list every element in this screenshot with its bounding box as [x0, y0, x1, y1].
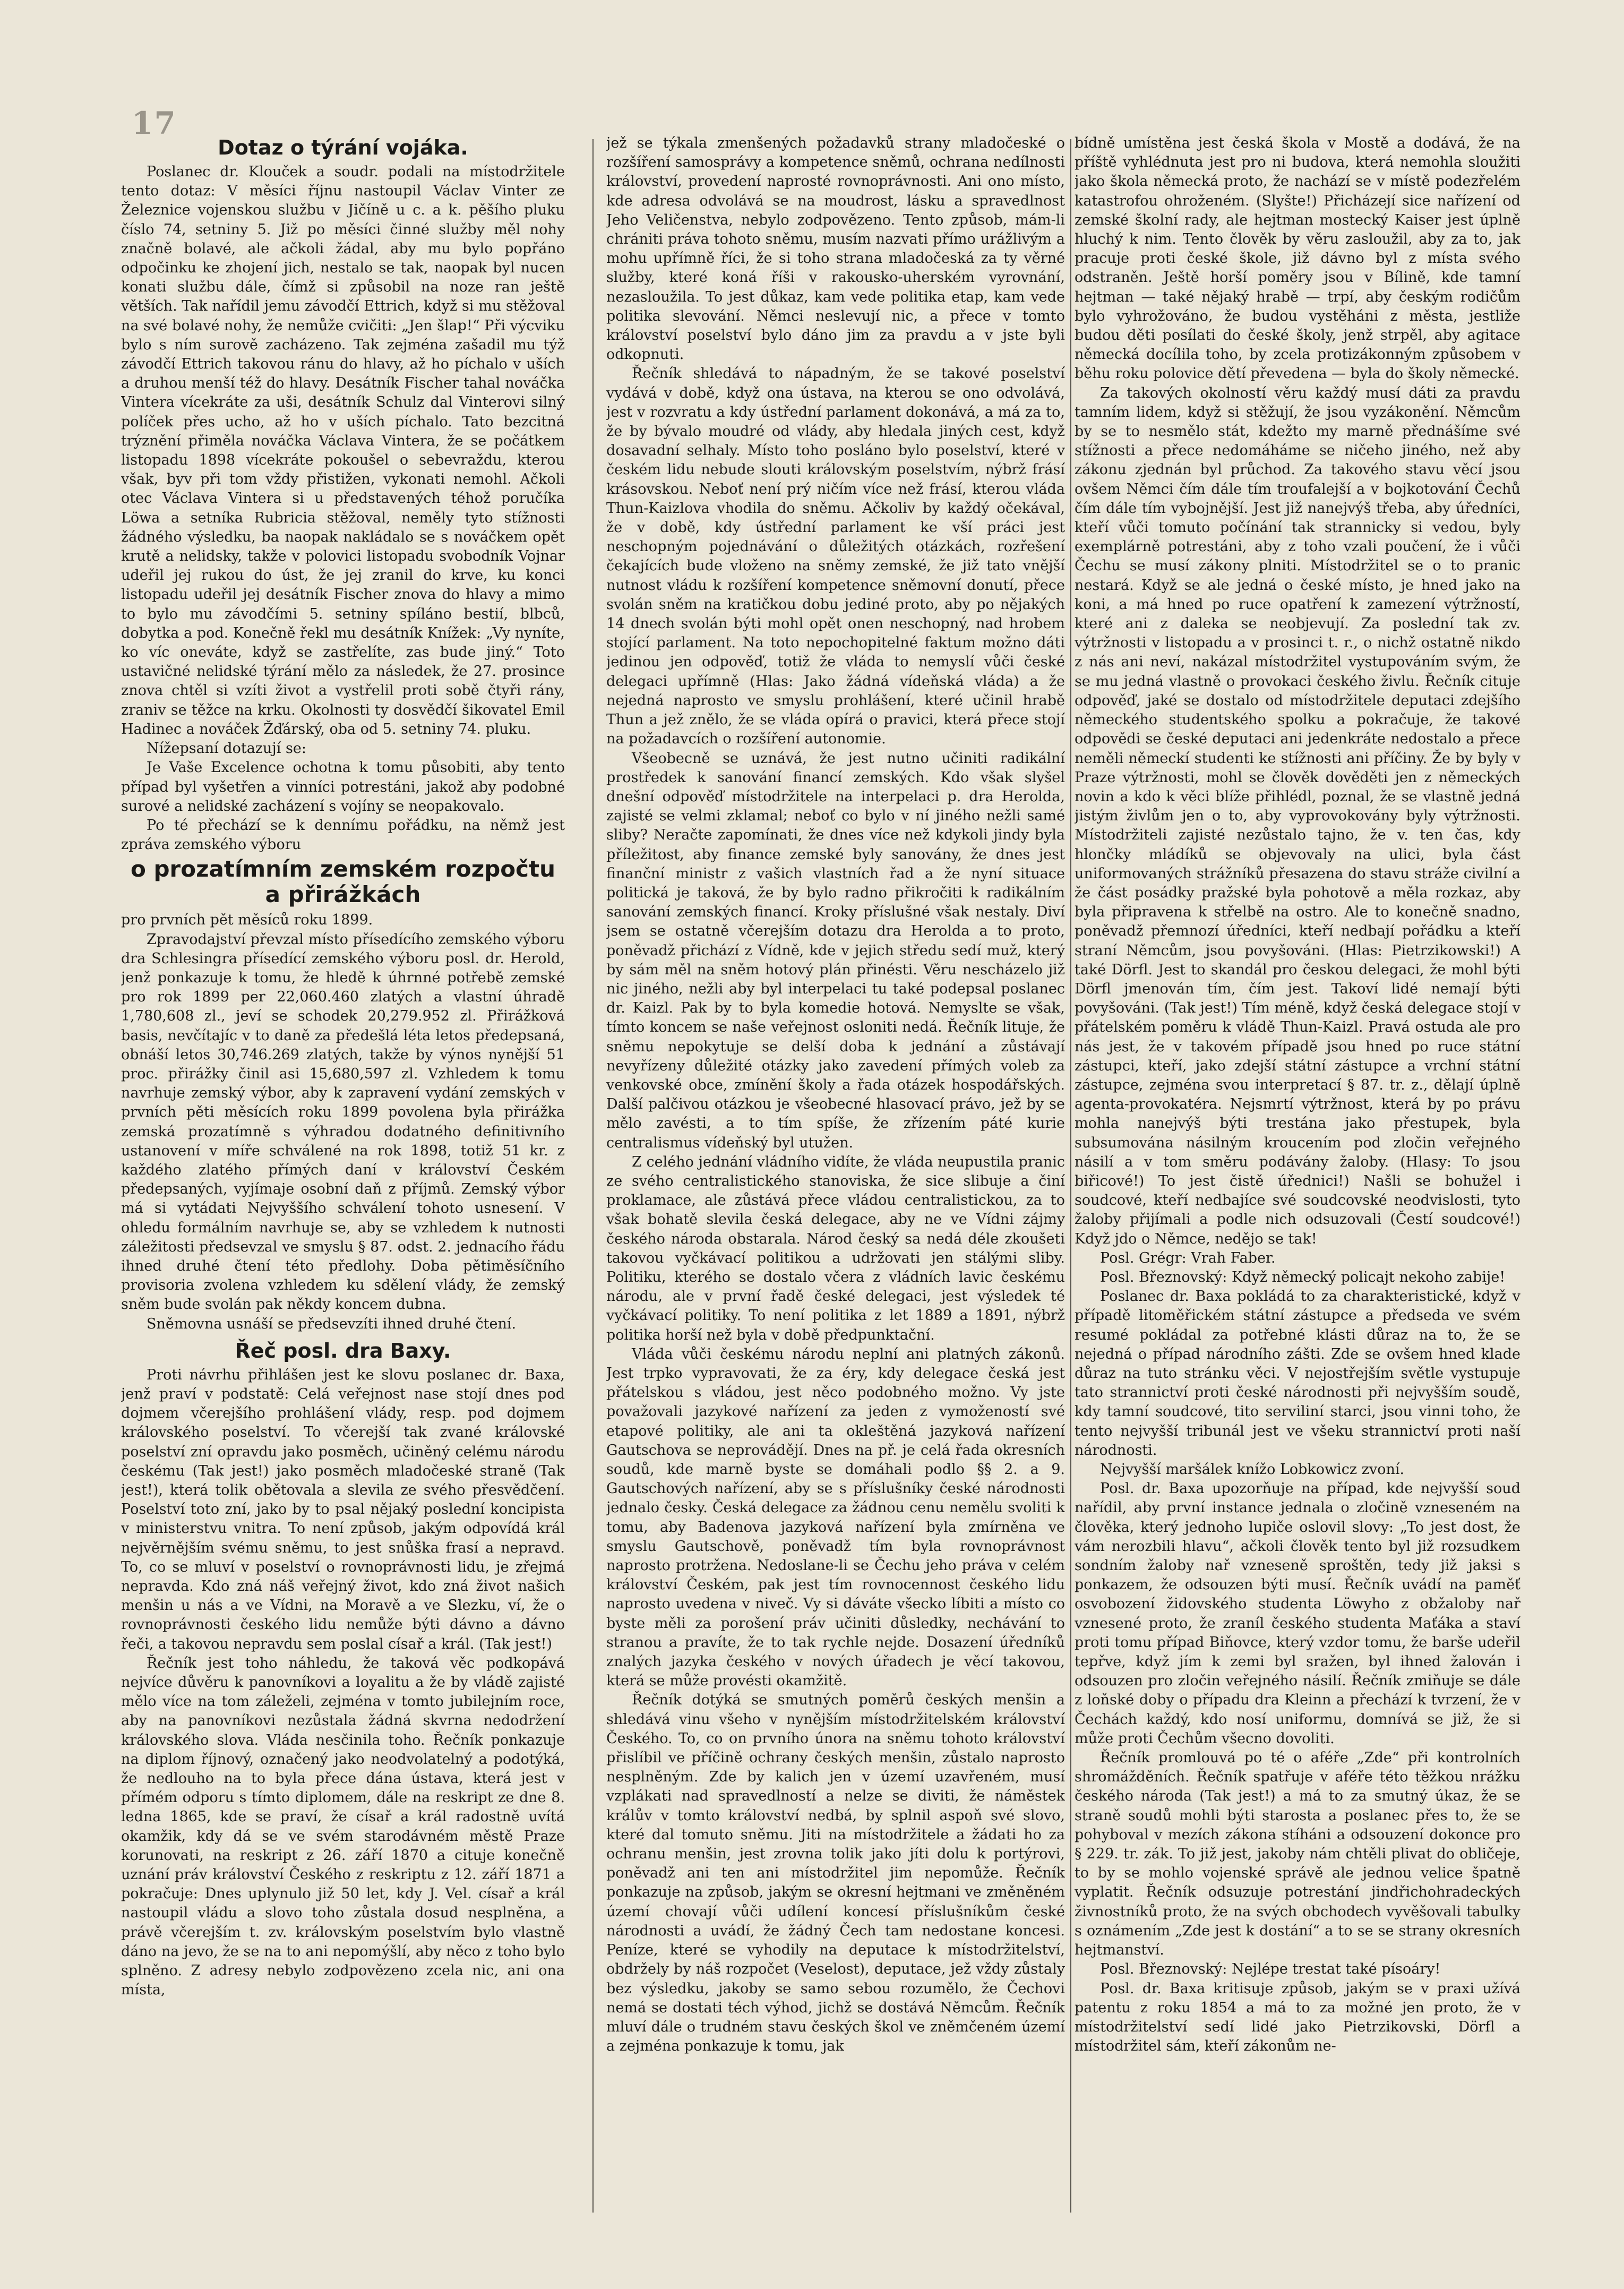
article-heading-budget: o prozatímním zemském rozpočtu a přirážkách [131, 856, 555, 908]
article-heading-baxa-speech: Řeč posl. dra Baxy. [235, 1339, 451, 1362]
paragraph: Za takových okolností věru každý musí dáti za pravdu tamním lidem, když si stěžují, že jsou vyzákonění. Němcům by se to nesmělo stát, kdežto my marně přednášíme své stížnosti a přece nedomáháme se ničeho jiného, než aby zákonu zjednán byl průchod. Za takového stavu věcí jsou ovšem Němci čím dále tím troufalejší a v bojkotování Čechů čím dále tím vybojnější. Jest již nanejvýš třeba, aby úředníci, kteří vůči tomuto počínání tak strannicky si vedou, byly exemplárně potrestáni, aby z toho vzali poučení, že i vůči Čechu se musí zákony plniti. Místodržitel se o to pranic nestará. Když se ale jedná o české místo, je hned jako na koni, a má hned po ruce opatření k zamezení výtržností, které ani z daleka se neobjevují. Za poslední tak zv. výtržnosti v listopadu a v prosinci t. r., o nichž ostatně nikdo z nás ani neví, nakázal místodržitel vystupováním svým, že se mu jedná vlastně o provokaci českého živlu. Řečník cituje odpověď, jaké se dostalo od místodržitele deputaci zdejšího německého studentského spolku a pokračuje, že takové odpovědi se české deputaci ani jedenkráte nedostalo a přece neměli německí studenti ke stížnosti ani příčiny. Že by byly v Praze výtržnosti, mohl se člověk dověděti jen z německých novin a kdo k věci blíže přihlédl, poznal, že se vlastně jedná jistým živlům jen o to, aby vyprovokovány byly výtržnosti. Místodržiteli zajisté nezůstalo tajno, že v. ten čas, kdy hlončky mládíků se objevovaly na ulici, byla část uniformovaných strážníků přesazena do stavu stráže civilní a že část posádky pražské byla pohotově a měla rozkaz, aby byla připravena k střelbě na ostro. Ale to konečně snadno, poněvadž přemnozí úředníci, kteří nedbají pořádku a kteří straní Němcům, jsou povyšováni. (Hlas: Pietrzikowski!) A také Dörfl. Jest to skandál pro českou delegaci, že mohl býti Dörfl jmenován tím, čím jest. Takoví lidé nemají býti povyšováni. (Tak jest!) Tím méně, když česká delegace stojí v přátelském poměru k vládě Thun-Kaizl. Pravá ostuda ale pro nás jest, že v takovém případě jsou hned po ruce státní zástupci, kteří, jako zdejší státní zástupce a vrchní státní zástupce, zejména svou interpretací § 87. tr. z., dělají úplně agenta-provokatéra. Nejsmrtí výtržnost, která by po právu mohla nanejvýš býti trestána jako přestupek, byla subsumována násilným kroucením pod zločin veřejného násilí a v tom směru podávány žaloby. (Hlasy: To jsou biřicové!) To jest čistě úřednici!) Našli se bohužel i soudcové, kteří nedbajíce své soudcovské neodvislosti, tyto žaloby přijímali a podle nich odsuzovali (Čestí soudcové!) Když jdo o Němce, nedějo se tak! [1075, 384, 1520, 1247]
paragraph: Řečník shledává to nápadným, že se takové poselství vydává v době, když ona ústava, na kterou se ono odvolává, jest v rozvratu a kdy ústřední parlament dokonává, a má za to, že by bývalo moudré od vlády, aby hledala jiných cest, když dosavadní selhaly. Místo toho posláno bylo poselství, které v českém lidu nebude slouti královským poselstvím, nýbrž frásí krásovskou. Neboť není prý ničím více než frásí, kterou vláda Thun-Kaizlova vhodila do sněmu. Ačkoliv by každý očekával, že v době, kdy ústřední parlament ke vší práci jest neschopným pojednávání o důležitých otázkách, rozřešení čekajících bude vloženo na sněmy zemské, že již tato vnější nutnost vládu k rozšíření kompetence sněmovní donutí, přece svolán sněm na kratičkou dobu jediné proto, aby po nějakých 14 dnech svolán býti mohl opět onen neschopný, nad hrobem stojící parlament. Na toto nepochopitelné faktum možno dáti jedinou jen odpověď, totiž že vláda to nemyslí vůči české delegaci upřímně (Hlas: Jako žádná vídeňská vláda) a že nejedná naprosto ve smyslu prohlášení, které učinil hrabě Thun a jež znělo, že se vláda opírá o pravici, která přece stojí na požadavcích o rozšíření autonomie. [606, 365, 1065, 748]
paragraph: Posl. dr. Baxa kritisuje způsob, jakým se v praxi užívá patentu z roku 1854 a má to za možné jen proto, že v místodržitelství sedí lidé jako Pietrzikovski, Dörfl a místodržitel sám, kteří zákonům ne- [1075, 1980, 1520, 2055]
paragraph: Posl. Grégr: Vrah Faber. [1100, 1249, 1276, 1266]
paragraph: Nížepsaní dotazují se: [147, 740, 306, 757]
paragraph: Zpravodajství převzal místo přísedícího zemského výboru dra Schlesingra přísedící zemského výboru posl. dr. Herold, jenž ponkazuje k tomu, že hledě k úhrnné potřebě zemské pro rok 1899 per 22,060.460 zlatých a vlastní úhradě 1,780,608 zl., jeví se schodek 20,279.952 zl. Přirážková basis, nevčítajíc v to daně za předešlá léta letos předepsaná, obnáší letos 30,746.269 zlatých, takže by výnos nynější 51 proc. přirážky činil asi 15,680,597 zl. Vzhledem k tomu navrhuje zemský výbor, aby k zapravení vydání zemských v prvních pěti měsících roku 1899 povolena byla přirážka zemská prozatímně s výhradou dodatného definitivního ustanovení v míře schválené na rok 1898, totiž 51 kr. z každého zlatého přímých daní v království Českém předepsaných, vyjímaje osobní daň z příjmů. Zemský výbor má si vytádati Nejvyššího schválení tohoto usnesení. V ohledu formálním navrhuje se, aby se vzhledem k nutnosti záležitosti předsevzal ve smyslu § 87. odst. 2. jednacího řádu ihned druhé čtení této předlohy. Doba pětiměsíčního provisoria zvolena vzhledem ku sdělení vlády, že zemský sněm bude svolán pak někdy koncem dubna. [121, 931, 565, 1313]
paragraph: Je Vaše Excelence ochotna k tomu působiti, aby tento případ byl vyšetřen a vinníci potrestáni, jakož aby podobné surové a nelidské zacházení s vojíny se neopakovalo. [121, 759, 565, 815]
paragraph: Proti návrhu přihlášen jest ke slovu poslanec dr. Baxa, jenž praví v podstatě: Celá veřejnost nase stojí dnes pod dojmem včerejšího prohlášení vlády, resp. pod dojmem královského poselství. To včerejší tak zvané královské poselství zní opravdu jako posměch, učiněný celému národu českému (Tak jest!) jako posměch mladočeské straně (Tak jest!), která tolik obětovala a slevila ze svého přesvědčení. Poselství toto zní, jako by to psal nějaký poslední koncipista v ministerstvu vnitra. To není způsob, jakým odpovídá král nejvěrnějším svému sněmu, to jest snůška frasí a nepravd. To, co se mluví v poselství o rovnoprávnosti lidu, je zřejmá nepravda. Kdo zná náš veřejný život, kdo zná život našich menšin u nás a ve Vídni, na Moravě a ve Slezku, ví, že o rovnoprávnosti českého lidu nemůže býti dávno a dávno řeči, a takovou nepravdu sem poslal císař a král. (Tak jest!) [121, 1366, 565, 1652]
paragraph: Posl. Březnovský: Když německý policajt nekoho zabije! [1100, 1268, 1506, 1285]
paragraph: bídně umístěna jest česká škola v Mostě a dodává, že na příště vyhlédnuta jest pro ni budova, která nemohla sloužiti jako škola německá proto, že nachází se v místě podezřelém katastrofou ohroženém. (Slyšte!) Přicházejí sice nařízení od zemské školní rady, ale hejtman mostecký Kaiser jest úplně hluchý k nim. Tento člověk by věru zasloužil, aby za to, jak pracuje proti české škole, již dávno byl z místa svého odstraněn. Ještě horší poměry jsou v Bílině, kde tamní hejtman — také nějaký hrabě — trpí, aby českým rodičům bylo vyhrožováno, že budou vystěháni z města, jestliže budou děti posílati do české školy, jenž strpěl, aby agitace německá docílila toho, by zcela protizákonným způsobem v běhu roku polovice dětí převedena — byla do školy německé. [1075, 135, 1520, 382]
column-1 [121, 134, 565, 2221]
paragraph: Poslanec dr. Baxa pokládá to za charakteristické, když v případě litoměřickém státní zástupce a předseda ve svém resumé pokládal za potřebné klásti důraz na to, že se nejedná o případ národního zášti. Zde se ovšem hned klade důraz na tuto stránku věci. V nejostřejším světle vystupuje tato strannictví proti české národnosti při nejvyšším soudě, kdy tamní soudcové, tito serviliní starci, jsou vinni toho, že tento nejvyšší tribunál jest ve všeku strannictví proti naší národnosti. [1075, 1288, 1520, 1459]
paragraph: Po té přechází se k dennímu pořádku, na němž jest zpráva zemského výboru [121, 817, 565, 853]
paragraph: Řečník promlouvá po té o aféře „Zde“ při kontrolních shromážděních. Řečník spatřuje v aféře této těžkou nrážku českého národa (Tak jest!) a má to za smutný úkaz, že se straně soudů mohli býti starosta a poslanec přes to, že se pohyboval v mezích zákona stíháni a odsouzení dokonce pro § 229. tr. zák. To již jest, jakoby nám chtěli plivat do obličeje, to by se mohlo vojenské správě ale jednou velice špatně vyplatit. Řečník odsuzuje potrestání jindřichohradeckých živnostníků proto, že na svých obchodech vyvěšovali tabulky s oznámením „Zde jest k dostání“ a to se se strany okresních hejtmanství. [1075, 1750, 1520, 1959]
paragraph: Vláda vůči českému národu neplní ani platných zákonů. Jest trpko vypravovati, že za éry, kdy delegace česká jest přátelskou s vládou, jest něco podobného možno. Vy jste považovali jazykové nařízení za jeden z vymožeností své etapové politiky, ale ani ta okleštěná jazyková nařízení Gautschova se neprovádějí. Dnes na př. je celá řada okresních soudů, kde marně byste se domáhali podlo §§ 2. a 9. Gautschových nařízení, aby se s příslušníky české národnosti jednalo česky. Česká delegace za žádnou cenu nemělu svoliti k tomu, aby Badenova jazyková nařízení byla zmírněna ve smyslu Gautschově, poněvadž tím byla rovnoprávnost naprosto protržena. Nedoslane-li se Čechu jeho práva v celém království Českém, pak jest tím rovnocennost českého lidu naprosto uvedena v niveč. Vy si dáváte všecko líbiti a místo co byste měli za porošení práv učiniti důsledky, nechávání to stranou a pravíte, že to tak rychle nejde. Dosazení úředníků znalých jazyka českého v nových úřadech je věcí takovou, která se může provésti okamžitě. [606, 1345, 1065, 1690]
paragraph: Sněmovna usnáší se předsevzíti ihned druhé čtení. [147, 1315, 517, 1332]
paragraph: Nejvyšší maršálek knížo Lobkowicz zvoní. [1100, 1461, 1405, 1478]
paragraph: jež se týkala zmenšených požadavků strany mladočeské o rozšíření samosprávy a kompetence sněmů, ochrana nedílnosti království, provedení naprosté rovnoprávnosti. Ani ono místo, kde adresa odvolává se na moudrost, lásku a spravedlnost Jeho Veličenstva, nebylo zodpovězeno. Tento způsob, mám-li chrániti práva tohoto sněmu, musím nazvati přímo urážlivým a mohu upřímně říci, že si toho strana mladočeská za ty věrné služby, které koná říši v rakousko-uherském vyrovnání, nezasloužila. To jest důkaz, kam vede politika etap, kam vede politika slevování. Němci neslevují nic, a přece v tomto království poselství bylo dáno jim za pravdu a v jste byli odkopnuti. [606, 135, 1065, 363]
column-rule-right [1070, 139, 1071, 2213]
heading-subtitle: pro prvních pět měsíců roku 1899. [121, 912, 373, 929]
paragraph: Řečník dotýká se smutných poměrů českých menšin a shledává vinu všeho v nynějším místodržitelském království Českého. To, co on prvního února na sněmu tohoto království přislíbil ve příčině ochrany českých menšin, zůstalo naprosto nesplněným. Zde by kalich jen v území uzavřeném, musí vzplákati nad spravedlností a nelze se diviti, že náměstek králův v tomto království nedbá, by splnil aspoň své slovo, které dal tomuto sněmu. Jiti na místodržitele a žádati ho za ochranu menšin, jest zrovna tolik jako jíti dolu k portýrovi, poněvadž ani ten ani místodržitel jim nepomůže. Řečník ponkazuje na způsob, jakým se okresní hejtmani ve změněném území chovají vůči udílení koncesí příslušníkům české národnosti a uvádí, že žádný Čech tam nedostane koncesi. Peníze, které se vyhodily na deputace k místodržitelství, obdržely by náš rozpočet (Veselost), deputace, jež vždy zůstaly bez výsledku, jakoby se samo sebou rozumělo, že Čechovi nemá se dostati téch výhod, jichž se dostává Němcům. Řečník mluví dále o trudném stavu českých škol ve zněmčeném území a zejména ponkazuje k tomu, jak [606, 1692, 1065, 2055]
column-3 [1075, 134, 1520, 2221]
paragraph: Z celého jednání vládního vidíte, že vláda neupustila pranic ze svého centralistického stanoviska, že sice slibuje a činí proklamace, ale zůstává přece vládou centralistickou, za to však bohatě slevila česká delegace, aby ne ve Vídni zájmy českého národa obstarala. Národ český sa nedá déle zkoušeti takovou vyčkávací politikou a udržovati jen stálými sliby. Politiku, kterého se dostalo včera z vládních lavic českému národu, ale v první řadě české delegaci, jest výsledek té vyčkávací politiky. To není politika z let 1889 a 1891, nýbrž politika horší než byla v době předpunktační. [606, 1153, 1065, 1343]
paragraph: Posl. Březnovský: Nejlépe trestat také písoáry! [1100, 1961, 1441, 1978]
page-number: 17 [132, 105, 177, 141]
column-rule-left [592, 139, 594, 2213]
paragraph: Řečník jest toho náhledu, že taková věc podkopává nejvíce důvěru k panovníkovi a loyalitu a že by vládě zajisté mělo více na tom záleželi, zejména v tomto jubilejním roce, aby na panovníkovi nezůstala žádná skvrna nedodržení královského slova. Vláda nesčinila toho. Řečník ponkazuje na diplom říjnový, označený jako neodvolatelný a podotýká, že nedlouho na to byla přece dána ústava, která jest v přímém odporu s tímto diplomem, dále na reskript ze dne 8. ledna 1865, kde se praví, že císař a král radostně uvítá okamžik, kdy dá se ve svém starodávném městě Praze korunovati, na reskript z 26. září 1870 a cituje konečně uznání práv království Českého z reskriptu z 12. září 1871 a pokračuje: Dnes uplynulo již 50 let, kdy J. Vel. císař a král nastoupil vládu a slovo toho zůstala dosud nesplněna, a právě včerejším t. zv. královským poselstvím bylo vlastně dáno na jevo, že se na to ani nepomýšlí, aby něco z toho bylo splněno. Z adresy nebylo zodpovězeno zcela nic, ani ona místa, [121, 1654, 565, 1999]
article-heading-soldier-abuse: Dotaz o týrání vojáka. [218, 136, 468, 159]
paragraph: Poslanec dr. Klouček a soudr. podali na místodržitele tento dotaz: V měsíci říjnu nastoupil Václav Vinter ze Železnice vojenskou službu v Jičíně u c. a k. pěšího pluku číslo 74, setniny 5. Již po měsíci činné služby měl nohy značně bolavé, ale ačkoli žádal, aby mu bylo popřáno odpočinku ke zhojení jich, nestalo se tak, naopak byl nucen konati službu dále, čímž si způsobil na noze ran ještě větších. Tak nařídil jemu závodčí Ettrich, když si mu stěžoval na své bolavé nohy, že nemůže cvičiti: „Jen šlap!“ Při výcviku bylo s ním surově zacházeno. Tak zejména zašadil mu týž závodčí Ettrich takovou ránu do hlavy, až ho píchalo v uších a druhou menší též do hlavy. Desátník Fischer tahal nováčka Vintera vícekráte za uši, desátník Schulz dal Vinterovi silný políček přes ucho, až ho v uších píchalo. Tato bezcitná trýznění přiměla nováčka Václava Vintera, že se počátkem listopadu 1898 vícekráte pokoušel o sebevraždu, kterou však, byv při tom vždy přistižen, vykonati nemohl. Ačkoli otec Václava Vintera si u představených téhož poručíka Löwa a setníka Rubricia stěžoval, neměly tyto stížnosti žádného výsledku, ba naopak nakládalo se s nováčkem opět krutě a nelidsky, takže v polovici listopadu svobodník Vojnar udeřil jej rukou do úst, že jej zranil do krve, ku konci listopadu udeřil jej desátník Fischer znova do hlavy a mimo to bylo mu závodčími 5. setniny spíláno bestií, blbců, dobytka a pod. Konečně řekl mu desátník Knížek: „Vy nyníte, ko víc oneváte, když se zastřelíte, zas bude jiný.“ Toto ustavičné nelidské týrání mělo za následek, že 27. prosince znova chtěl si vzíti život a vystřelil proti sobě čtyři rány, zraniv se těžce na krku. Okolnosti ty dosvědčí šikovatel Emil Hadinec a nováček Žďárský, oba od 5. setniny 74. pluku. [121, 164, 565, 738]
paragraph: Všeobecně se uznává, že jest nutno učiniti radikální prostředek k sanování financí zemských. Kdo však slyšel dnešní odpověď místodržitele na interpelaci p. dra Herolda, zajisté se velmi zklamal; neboť co bylo v ní jiného nežli samé sliby? Neračte zapomínati, že dnes více než kdykoli jindy byla příležitost, aby finance zemské byly sanovány, že dnes jest finanční ministr z vašich vlastních řad a že nyní situace politická je taková, že by bylo radno přikročiti k radikálním sanování zemských financí. Kroky příslušné však nestaly. Diví jsem se ostatně včerejším dotazu dra Herolda a to proto, poněvadž přichází z Vídně, kde v jejich středu sedí muž, který by sám měl na sněm hotový plán přinésti. Věru nescházelo již nic jiného, nežli aby byl interpelaci tu také podepsal poslanec dr. Kaizl. Pak by to byla komedie hotová. Nemyslte se však, tímto koncem se naše veřejnost osloniti nedá. Řečník lituje, že sněmu nepokytuje se delší doba k jednání a zůstávají nevyřízeny důležité otázky jako zavedení přímých voleb za venkovské obce, zmínění školy a řada otázek hospodářských. Další palčivou otázkou je všeobecné hlasovací právo, jež by se mělo zavésti, a to tím spíše, že zřízením páté kurie centralismus vídeňský byl utužen. [606, 750, 1065, 1151]
paragraph: Posl. dr. Baxa upozorňuje na případ, kde nejvyšší soud nařídil, aby první instance jednala o zločině vzneseném na člověka, který jednoho lupiče oslovil slovy: „To jest dost, že vám nerozbili hlavu“, ačkoli člověk tento byl již rozsudkem sondním žaloby nař vzneseně sproštěn, tedy již jaksi s ponkazem, že odsouzen býti musí. Řečník uvádí na paměť osvobození židovského studenta Löwyho z obžaloby nař vznesené proto, že zraníl českého studenta Maťáka a staví proti tomu případ Biňovce, který vzdor tomu, že barše udeřil tepřve, když jím k zemi byl sražen, byl ihned žalován i odsouzen pro zločin veřejného násilí. Řečník zmiňuje se dále z loňské doby o případu dra Kleinn a přechází k tvrzení, že v Čechách každý, kdo nosí uniformu, domnívá se již, že si může proti Čechům všecno dovoliti. [1075, 1480, 1520, 1747]
page-bottom-margin [0, 2225, 1624, 2289]
column-2 [606, 134, 1065, 2221]
